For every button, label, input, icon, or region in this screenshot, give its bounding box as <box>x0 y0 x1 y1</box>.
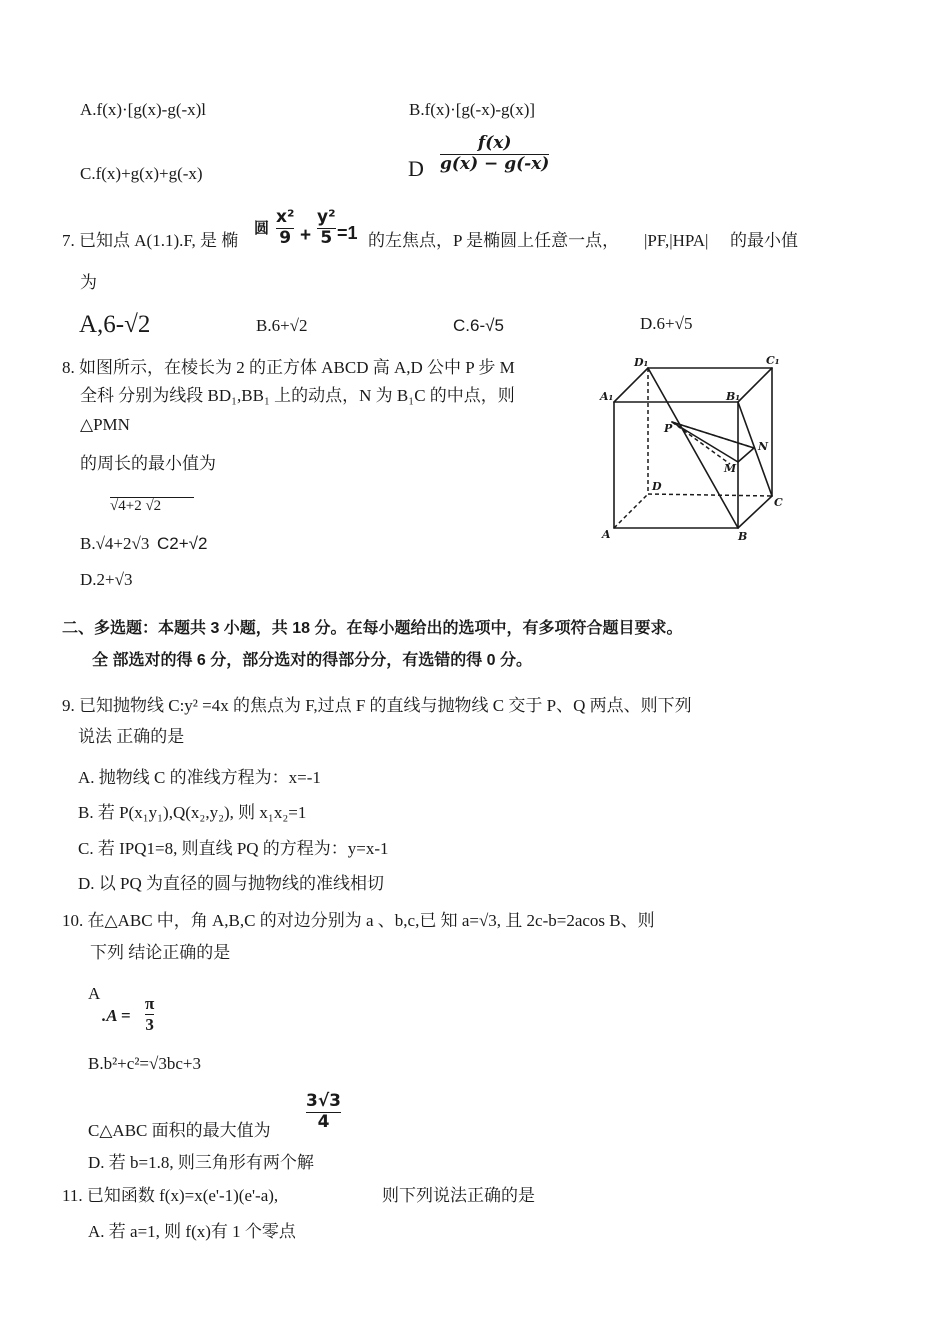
label-m: M <box>724 462 737 475</box>
q8-line-3: △PMN <box>80 415 130 434</box>
q6-option-d-letter: D <box>408 156 424 181</box>
q7-ellipse-y-num: y² <box>317 207 336 227</box>
q7-abs-expression: |PF,|HPA| <box>644 231 709 250</box>
q7-option-c: C.6-√5 <box>453 316 504 335</box>
q7-ellipse-eq: =1 <box>337 223 358 243</box>
q7-stem-middle: 的左焦点，P 是椭圆上任意一点， <box>368 231 620 250</box>
q7-ellipse-plus: + <box>300 225 312 246</box>
q6-option-a: A.f(x)·[g(x)-g(-x)l <box>80 100 207 119</box>
q8-line-2: 全科 分别为线段 BD₁,BB₁ 上的动点，N 为 B₁C 的中点，则 <box>80 386 515 405</box>
q9-option-a: A. 抛物线 C 的准线方程为：x=-1 <box>78 768 321 787</box>
q6-option-b: B.f(x)·[g(-x)-g(x)] <box>409 100 536 119</box>
q9-option-d: D. 以 PQ 为直径的圆与抛物线的准线相切 <box>78 874 385 893</box>
q9-option-c: C. 若 IPQ1=8, 则直线 PQ 的方程为：y=x-1 <box>78 839 389 858</box>
q8-option-c: C2+√2 <box>157 534 208 553</box>
q7-stem-wrap: 为 <box>80 273 97 292</box>
q7-stem-start: 7. 已知点 A(1.1).F, 是 椭 <box>62 231 239 250</box>
q8-line-1: 8. 如图所示，在棱长为 2 的正方体 ABCD 高 A,D 公中 P 步 M <box>62 358 515 377</box>
section-2-heading: 二、多选题：本题共 3 小题，共 18 分。在每小题给出的选项中，有多项符合题目要求。 <box>62 620 683 637</box>
q10-option-a-fraction <box>145 995 154 1034</box>
cube-figure <box>598 350 792 546</box>
q11-line-1-end: 则下列说法正确的是 <box>382 1186 535 1205</box>
q11-option-a: A. 若 a=1, 则 f(x)有 1 个零点 <box>88 1222 296 1241</box>
q6-option-d-fraction <box>440 135 549 174</box>
q7-option-a: A,6-√2 <box>79 311 151 338</box>
q10-option-b: B.b²+c²=√3bc+3 <box>88 1054 201 1073</box>
label-a1: A₁ <box>600 390 614 403</box>
q6-option-c: C.f(x)+g(x)+g(-x) <box>80 164 203 183</box>
q9-line-2: 说法 正确的是 <box>78 727 185 746</box>
q10-line-1: 10. 在△ABC 中，角 A,B,C 的对边分别为 a 、b,c,已 知 a=√3, 且 2c-b=2acos B、则 <box>62 911 655 930</box>
q10-option-a-num: π <box>145 994 155 1013</box>
label-d1: D₁ <box>634 356 649 369</box>
label-c: C <box>774 496 783 509</box>
q7-ellipse-x-den: 9 <box>279 227 292 248</box>
q10-option-a-den: 3 <box>145 1014 154 1034</box>
q10-line-2: 下列 结论正确的是 <box>90 943 231 962</box>
q8-option-d: D.2+√3 <box>80 570 133 589</box>
q7-stem-end: 的最小值 <box>730 231 798 250</box>
q10-option-c-fraction <box>306 1093 341 1132</box>
q9-option-b: B. 若 P(x₁y₁),Q(x₂,y₂), 则 x₁x₂=1 <box>78 803 307 822</box>
q7-ellipse-glyph: 圆 <box>254 221 270 237</box>
q7-ellipse-term-x <box>276 209 294 248</box>
label-n: N <box>758 440 769 453</box>
label-b1: B₁ <box>726 390 741 403</box>
q10-option-c: C△ABC 面积的最大值为 <box>88 1121 271 1140</box>
q6-option-d-denominator: g(x) − g(-x) <box>440 153 550 174</box>
q8-option-a-root: √4+2 √2 <box>110 497 194 514</box>
q8-option-b: B.√4+2√3 <box>80 534 150 553</box>
q9-line-1: 9. 已知抛物线 C:y² =4x 的焦点为 F,过点 F 的直线与抛物线 C 交于 P、Q 两点、则下列 <box>62 696 692 715</box>
label-c1: C₁ <box>766 354 780 367</box>
q8-line-4: 的周长的最小值为 <box>80 454 216 473</box>
label-b: B <box>738 530 748 543</box>
q7-ellipse-term-y <box>317 209 336 248</box>
q7-ellipse-x-num: x² <box>276 207 295 227</box>
label-a: A <box>602 528 611 541</box>
label-p: P <box>664 422 673 435</box>
q7-option-b: B.6+√2 <box>256 316 308 335</box>
q6-option-d-numerator: f(x) <box>477 133 512 153</box>
q10-option-a-letter: A <box>88 984 101 1003</box>
q10-option-c-num: 3√3 <box>306 1091 341 1111</box>
q11-line-1: 11. 已知函数 f(x)=x(e'-1)(e'-a), <box>62 1186 279 1205</box>
label-d: D <box>652 480 662 493</box>
q7-option-d: D.6+√5 <box>640 314 693 333</box>
q10-option-c-den: 4 <box>317 1111 330 1132</box>
q7-ellipse-y-den: 5 <box>320 227 333 248</box>
q10-option-a-lhs: .A = <box>102 1006 131 1025</box>
q10-option-d: D. 若 b=1.8, 则三角形有两个解 <box>88 1153 314 1172</box>
section-2-heading-cont: 全 部选对的得 6 分，部分选对的得部分分，有选错的得 0 分。 <box>92 652 533 669</box>
